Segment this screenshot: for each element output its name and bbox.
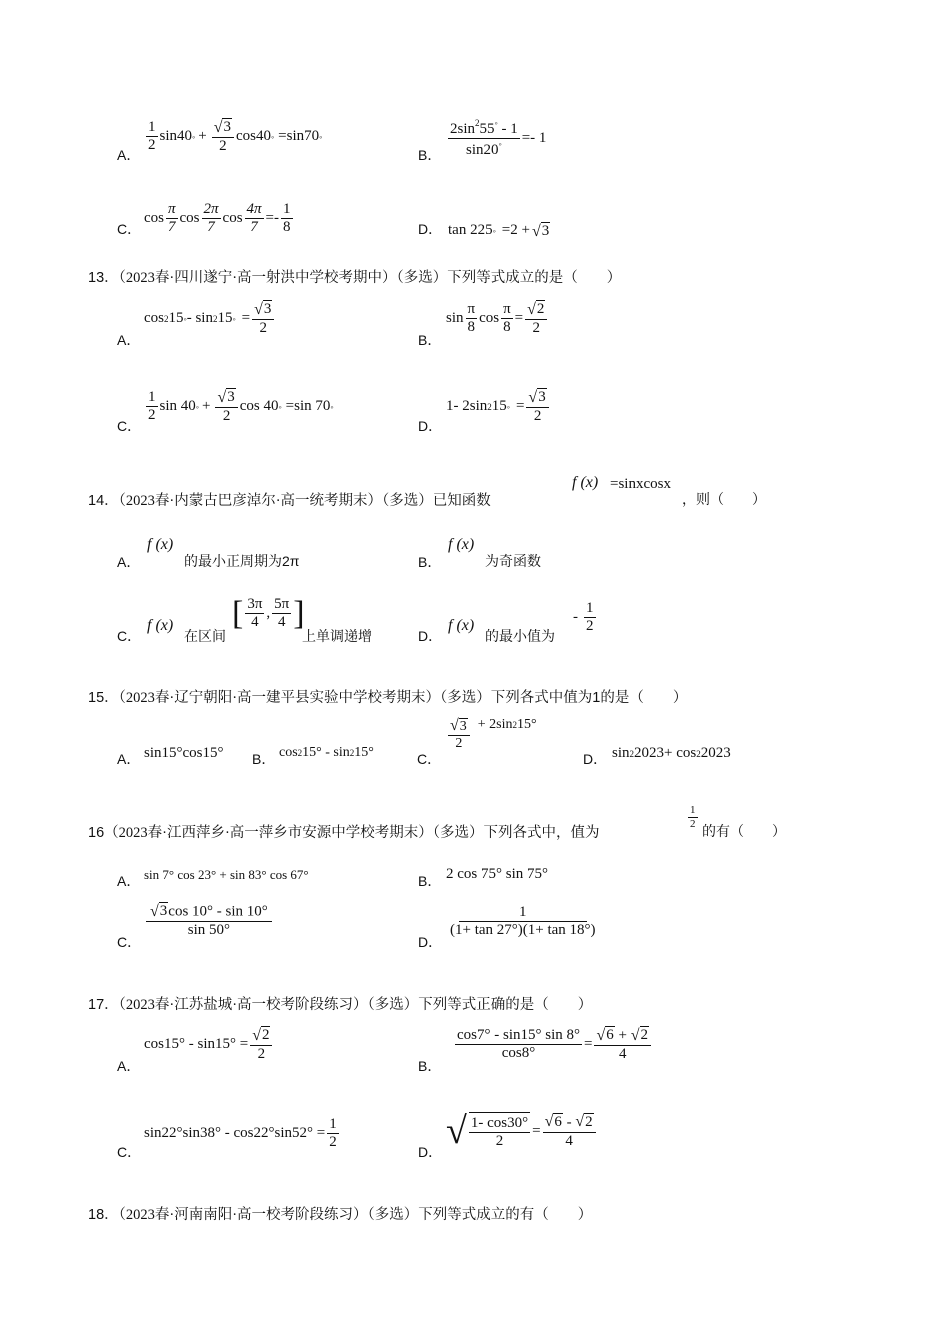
option-label-d: D． — [418, 221, 443, 237]
fraction: √ 3 2 — [215, 388, 237, 425]
q13-option-b-formula: sin $\frac{\pi}{8}$ cos $\frac{\pi}{8}$ = √ 2 2 — [446, 300, 549, 337]
q12-option-c-formula: cos $\frac{\pi}{7}$ cos $\frac{2\pi}{7}$ cos $\frac{4\pi}{7}$ =- $\frac{1}{8}$ — [144, 201, 291, 236]
fraction: $\frac{5\pi}{4}$ — [274, 596, 290, 631]
fraction: $\frac{1}{2}$ — [690, 804, 696, 830]
question-17: 17．（2023春·江苏盐城·高一校考阶段练习）（多选）下列等式正确的是（ ） — [88, 997, 593, 1013]
option-label-a: A． — [117, 873, 141, 889]
function-notation: f (x) — [448, 617, 475, 634]
fraction: √ 2 2 — [525, 300, 547, 337]
q16-option-d-formula — [446, 904, 600, 940]
option-label-d: D． — [418, 934, 443, 950]
fraction: $\frac{3\pi}{4}$ — [247, 596, 263, 631]
fraction: $\frac{\cos 7^\circ - \sin 15^\circ \sin 8^\circ}{\cos 8^\circ}$ — [457, 1026, 580, 1061]
q13-option-c-formula: $\frac{1}{2}$ sin 40 ◦ + √ 3 2 cos 40 ◦ =sin 70 ◦ — [148, 388, 334, 424]
q12-option-a-formula: $\frac{1}{2}$ sin40 ◦ + √ 3 2 cos40 ◦ =sin70 ◦ — [148, 118, 323, 154]
fraction: $\frac{\pi}{8}$ — [503, 300, 511, 335]
option-label-c: C． — [117, 628, 142, 644]
option-label-d: D． — [583, 751, 608, 767]
q17-option-a-formula: cos15° - sin15° = √ 2 2 — [144, 1026, 274, 1063]
fraction: $\frac{1}{2}$ — [329, 1116, 337, 1151]
question-source: （2023春·江西萍乡·高一萍乡市安源中学校考期末） — [104, 825, 433, 841]
fraction: √ 2 2 — [250, 1026, 272, 1063]
option-label-a: A． — [117, 1058, 141, 1074]
question-13: 13．（2023春·四川遂宁·高一射洪中学校考期中）（多选）下列等式成立的是（ ） — [88, 270, 622, 286]
question-source: （2023春·河南南阳·高一校考阶段练习） — [118, 1207, 368, 1223]
function-notation: f (x) — [448, 536, 475, 553]
fraction: √ 3 2 — [526, 388, 548, 425]
q12-option-b-formula: $\frac{2\sin^255^◦ - 1}{\sin 20^◦}$ =- 1 — [450, 118, 547, 159]
q14-option-c-pre: 在区间 — [184, 628, 226, 644]
fraction: $\frac{4\pi}{7}$ — [246, 201, 262, 236]
fraction: $\frac{2\sin^255^◦ - 1}{\sin 20^◦}$ — [450, 118, 518, 159]
q15-option-b-formula: cos 2 15° - sin 2 15° — [279, 745, 374, 760]
option-label-a: A． — [117, 751, 141, 767]
fraction: $\frac{\pi}{8}$ — [467, 300, 476, 335]
q14-option-d-text: 的最小值为 — [485, 628, 555, 644]
function-notation: f (x) — [147, 536, 174, 553]
question-source: （2023春·内蒙古巴彦淖尔·高一统考期末） — [118, 493, 383, 509]
q13-option-a-formula: cos 2 15 ◦ - sin 2 15 ◦ = √ 3 2 — [144, 300, 276, 337]
right-bracket: ] — [293, 594, 305, 632]
q12-option-d-formula: tan 225 ◦ =2 + √ 3 — [448, 222, 550, 240]
q14-option-c-post: 上单调递增 — [302, 628, 372, 644]
option-label-b: B． — [252, 751, 276, 767]
option-label-b: B． — [418, 873, 442, 889]
question-16: 16（2023春·江西萍乡·高一萍乡市安源中学校考期末）（多选）下列各式中，值为 — [88, 825, 600, 841]
option-label-b: B． — [418, 147, 442, 163]
q15-option-c-formula: √ 3 2 + 2sin $^2$ 15° — [450, 717, 537, 752]
fraction: √ 3 2 — [448, 718, 470, 753]
stem-tail: 的有（ ） — [702, 823, 786, 839]
radical-sign: √ — [446, 1110, 467, 1153]
question-source: （2023春·江苏盐城·高一校考阶段练习） — [118, 997, 368, 1013]
function-notation: f (x) — [147, 617, 174, 634]
option-label-a: A． — [117, 554, 141, 570]
option-label-c: C． — [417, 751, 442, 767]
fraction: $\frac{1}{2}$ — [586, 600, 594, 635]
interval: [ $\frac{3\pi}{4}$ , $\frac{5\pi}{4}$ ] — [232, 594, 305, 632]
left-bracket: [ — [232, 594, 244, 632]
q15-option-d-formula: sin 2 2023+ cos 2 2023 — [612, 745, 731, 761]
function-definition: =sinxcosx — [610, 476, 671, 492]
question-source: （2023春·辽宁朝阳·高一建平县实验中学校考期末） — [118, 690, 441, 706]
question-18: 18．（2023春·河南南阳·高一校考阶段练习）（多选）下列等式成立的有（ ） — [88, 1207, 593, 1223]
option-label-c: C． — [117, 934, 142, 950]
fraction: $\frac{1- \cos 30^\circ}{2}$ — [469, 1112, 530, 1151]
question-source: （2023春·四川遂宁·高一射洪中学校考期中） — [118, 270, 397, 286]
option-label-c: C． — [117, 1144, 142, 1160]
fraction: $\frac{2\pi}{7}$ — [203, 201, 219, 236]
q16-option-a-formula: sin 7° cos 23° + sin 83° cos 67° — [144, 867, 309, 882]
option-label-a: A． — [117, 332, 141, 348]
option-label-c: C． — [117, 418, 142, 434]
q17-option-d-formula: √ $\frac{1- \cos 30^\circ}{2}$ = √ 6 - √ 2 4 — [446, 1112, 598, 1151]
fraction: $\frac{1}{2}$ — [148, 118, 156, 153]
fraction: $\frac{1}{(1+ \tan 27^\circ)(1+ \tan 18^\circ)}$ — [450, 904, 596, 939]
q17-option-c-formula: sin22°sin38° - cos22°sin52° = $\frac{1}{2}$ — [144, 1116, 337, 1151]
q14-option-b-text: 为奇函数 — [485, 553, 541, 569]
fraction: √ 3 2 — [252, 300, 274, 337]
option-label-a: A． — [117, 147, 141, 163]
question-14: 14．（2023春·内蒙古巴彦淖尔·高一统考期末）（多选）已知函数 — [88, 493, 491, 509]
fraction: √ 6 + √ 2 4 — [594, 1026, 651, 1063]
option-label-d: D． — [418, 628, 443, 644]
fraction: $\frac{1}{2}$ — [148, 388, 156, 423]
fraction: $\frac{\pi}{7}$ — [168, 201, 176, 236]
q15-option-a-formula: sin15°cos15° — [144, 745, 224, 761]
fraction: √ 3 2 — [212, 118, 234, 155]
fraction: √ 6 - √ 2 4 — [543, 1113, 596, 1150]
option-label-c: C． — [117, 221, 142, 237]
fraction: √ 3 cos 10° - sin 10° sin 50° — [146, 902, 272, 939]
option-label-b: B． — [418, 1058, 442, 1074]
q17-option-b-formula: $\frac{\cos 7^\circ - \sin 15^\circ \sin 8^\circ}{\cos 8^\circ}$ = √ 6 + √ 2 4 — [453, 1026, 653, 1063]
stem-fraction — [686, 804, 700, 830]
question-15: 15．（2023春·辽宁朝阳·高一建平县实验中学校考期末）（多选）下列各式中值为1的是（ ） — [88, 690, 688, 706]
option-label-b: B． — [418, 332, 442, 348]
q13-option-d-formula: 1- 2sin 2 15 ◦ = √ 3 2 — [446, 388, 551, 425]
q16-option-b-formula: 2 cos 75° sin 75° — [446, 866, 548, 882]
option-label-b: B． — [418, 554, 442, 570]
option-label-d: D． — [418, 1144, 443, 1160]
stem-tail: ，则（ ） — [682, 491, 766, 507]
q16-option-c-formula — [144, 902, 274, 939]
fraction: $\frac{1}{8}$ — [283, 201, 291, 236]
function-notation: f (x) — [572, 474, 599, 491]
option-label-d: D． — [418, 418, 443, 434]
q14-option-d-value: - $\frac{1}{2}$ — [573, 600, 594, 635]
q14-option-a-text: 的最小正周期为2π — [184, 553, 300, 569]
